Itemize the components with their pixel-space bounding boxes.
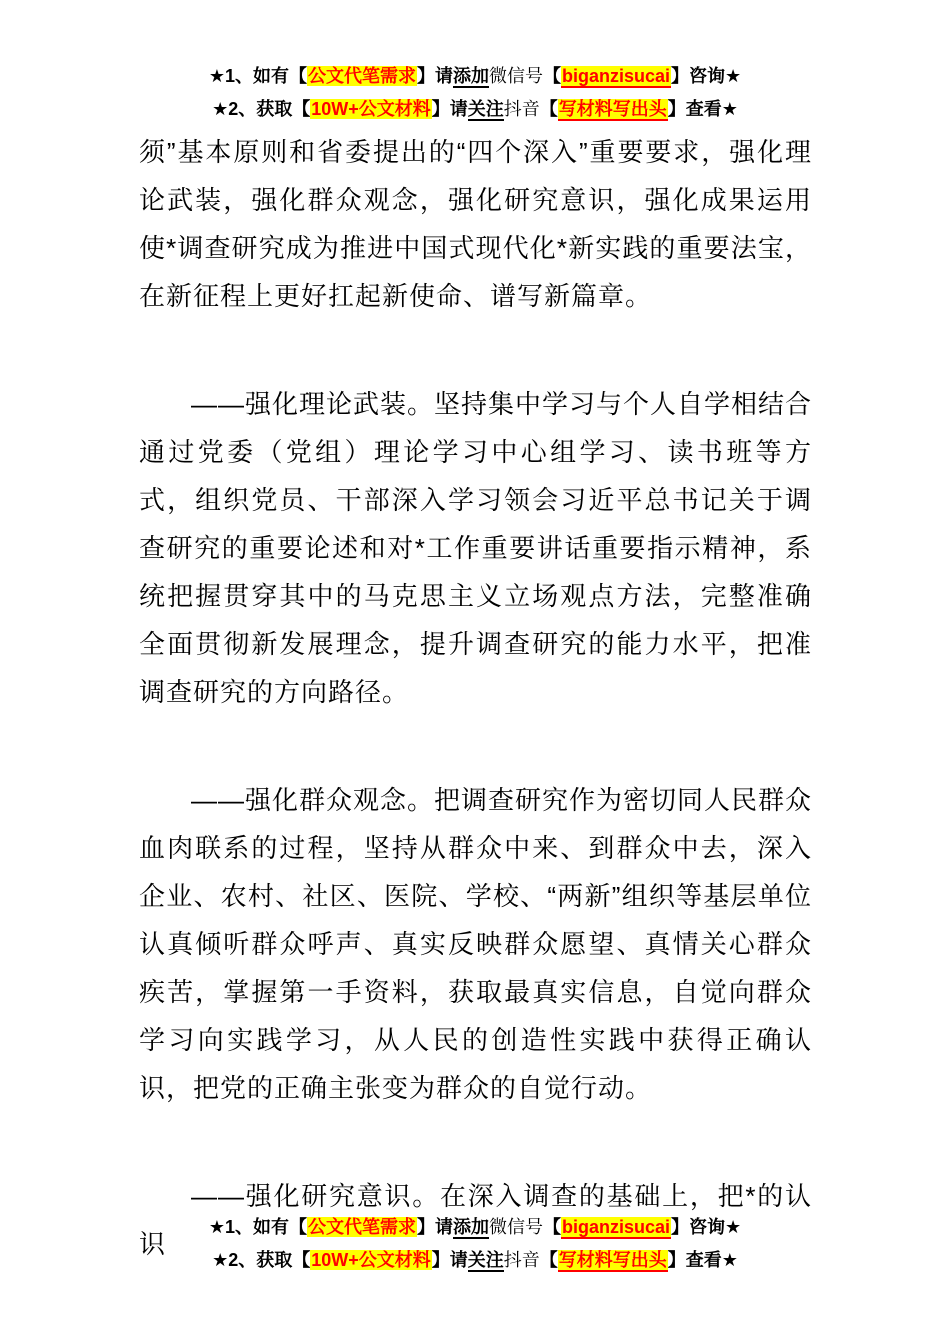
promo-banner-top-line-2 [0,93,950,126]
banner-underline-add: 添加 [452,66,489,86]
banner-underline-follow: 关注 [467,99,504,119]
banner-highlight-materials: 10W+公文材料 [311,1250,431,1270]
banner-text: 【 [539,99,558,119]
banner-highlight-materials: 10W+公文材料 [311,99,431,119]
banner-text: 】请 [416,1217,453,1237]
promo-banner-bottom [0,1211,950,1277]
paragraph-theory: ——强化理论武装。坚持集中学习与个人自学相结合通过党委（党组）理论学习中心组学习、读书班等方式，组织党员、干部深入学习领会习近平总书记关于调查研究的重要论述和对*工作重要讲话重要指示精神，系统把握贯穿其中的马克思主义立场观点方法，完整准确全面贯彻新发展理念，提升调查研究的能力水平，把准调查研究的方向路径。 [139,389,813,707]
paragraph-research: ——强化研究意识。在深入调查的基础上，把*的认识 [139,1181,812,1259]
banner-text: 】请 [431,99,468,119]
banner-text: 抖音 [503,99,540,119]
banner-text: ★2、获取【 [212,99,311,119]
banner-douyin-account: 写材料写出头 [558,1250,667,1270]
banner-text: 抖音 [503,1250,540,1270]
banner-text: 】咨询★ [671,1217,742,1237]
paragraph-continuation: 须”基本原则和省委提出的“四个深入”重要要求，强化理论武装，强化群众观念，强化研究意识，强化成果运用使*调查研究成为推进中国式现代化*新实践的重要法宝，在新征程上更好扛起新使命、谱写新篇章。 [139,137,812,311]
banner-wechat-id: biganzisucai [561,66,671,86]
banner-text: 】查看★ [667,1250,738,1270]
banner-text: ★1、如有【 [208,1217,307,1237]
promo-banner-bottom-line-2 [0,1244,950,1277]
banner-text: 【 [542,66,561,86]
banner-douyin-account: 写材料写出头 [558,99,667,119]
promo-banner-bottom-line-1 [0,1211,950,1244]
banner-text: 微信号 [488,66,543,86]
banner-text: 】咨询★ [671,66,742,86]
banner-text: ★1、如有【 [208,66,307,86]
promo-banner-top-line-1 [0,60,950,93]
promo-banner-top [0,60,950,126]
banner-text: 】请 [416,66,453,86]
banner-wechat-id: biganzisucai [561,1217,671,1237]
document-body [139,128,812,1268]
banner-text: ★2、获取【 [212,1250,311,1270]
banner-text: 】请 [431,1250,468,1270]
banner-highlight-service-need: 公文代笔需求 [307,1217,416,1237]
banner-underline-add: 添加 [452,1217,489,1237]
banner-highlight-service-need: 公文代笔需求 [307,66,416,86]
paragraph-masses: ——强化群众观念。把调查研究作为密切同人民群众血肉联系的过程，坚持从群众中来、到群众中去，深入企业、农村、社区、医院、学校、“两新”组织等基层单位认真倾听群众呼声、真实反映群众愿望、真情关心群众疾苦，掌握第一手资料，获取最真实信息，自觉向群众学习向实践学习，从人民的创造性实践中获得正确认识，把党的正确主张变为群众的自觉行动。 [139,785,813,1103]
banner-text: 】查看★ [667,99,738,119]
banner-text: 微信号 [488,1217,543,1237]
banner-text: 【 [542,1217,561,1237]
banner-text: 【 [539,1250,558,1270]
banner-underline-follow: 关注 [467,1250,504,1270]
